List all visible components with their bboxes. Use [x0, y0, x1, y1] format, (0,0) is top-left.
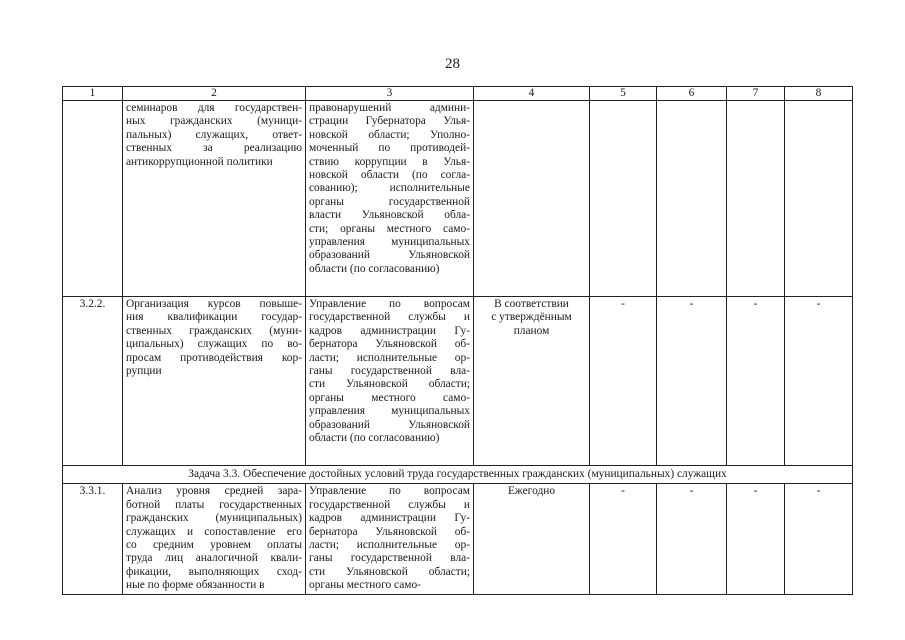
- text-line: Управление по вопросам: [309, 298, 470, 310]
- funding-cell: [657, 101, 727, 297]
- text-line: служащих и сопоставление его: [126, 525, 302, 538]
- text-line: ных гражданских (муници-: [126, 115, 302, 128]
- text-line: рупции: [126, 365, 162, 378]
- text-line: ласти; исполнительные ор-: [309, 539, 470, 552]
- text-line: кадров администрации Гу-: [309, 512, 470, 525]
- funding-cell: -: [785, 484, 853, 594]
- text-line: ствию коррупции в Улья-: [309, 155, 470, 168]
- text-line: области (по согласованию): [309, 432, 440, 445]
- responsible-executors: [306, 101, 474, 297]
- text-line: В соответствии: [494, 298, 569, 310]
- text-line: ганы государственной вла-: [309, 552, 470, 565]
- measure-description: [123, 101, 306, 297]
- text-line: государственной службы и: [309, 498, 470, 511]
- text-line: ственных гражданских (муни-: [126, 324, 302, 337]
- header-cell: 2: [123, 87, 306, 101]
- text-line: сти; органы местного само-: [309, 222, 470, 235]
- header-cell: 8: [785, 87, 853, 101]
- text-line: ботной платы государственных: [126, 498, 302, 511]
- text-line: новской области; Уполно-: [309, 128, 470, 141]
- funding-cell: -: [785, 297, 853, 466]
- header-cell: 1: [63, 87, 123, 101]
- item-number: 3.3.1.: [63, 484, 123, 594]
- funding-cell: -: [657, 484, 727, 594]
- text-line: управления муниципальных: [309, 405, 470, 418]
- responsible-executors: [306, 297, 474, 466]
- funding-cell: -: [727, 297, 785, 466]
- text-line: ные по форме обязанности в: [126, 579, 265, 592]
- text-line: Управление по вопросам: [309, 485, 470, 498]
- text-line: правонарушений админи-: [309, 102, 470, 114]
- funding-cell: -: [657, 297, 727, 466]
- text-line: ципальных) служащих по во-: [126, 338, 302, 351]
- item-number: [63, 101, 123, 297]
- header-cell: 5: [590, 87, 657, 101]
- text-line: органы местного само-: [309, 391, 470, 404]
- text-line: области (по согласованию): [309, 262, 440, 275]
- table-row: [63, 484, 853, 594]
- text-line: сованию); исполнительные: [309, 182, 470, 195]
- text-line: бернатора Ульяновской об-: [309, 338, 470, 351]
- measure-description: [123, 484, 306, 594]
- deadline: [474, 484, 590, 594]
- item-number: 3.2.2.: [63, 297, 123, 466]
- text-line: ласти; исполнительные ор-: [309, 351, 470, 364]
- text-line: новской области (по согла-: [309, 169, 470, 182]
- text-line: Анализ уровня средней зара-: [126, 485, 302, 498]
- page-number: 28: [445, 56, 460, 72]
- funding-cell: [590, 101, 657, 297]
- header-row: [63, 87, 853, 101]
- text-line: фикации, выполняющих сход-: [126, 565, 302, 578]
- funding-cell: -: [590, 484, 657, 594]
- text-line: с утверждённым: [491, 311, 572, 324]
- text-line: органы государственной: [309, 195, 470, 208]
- text-line: образований Ульяновской: [309, 418, 470, 431]
- text-line: просам противодействия кор-: [126, 351, 302, 364]
- table-row: [63, 297, 853, 466]
- text-line: труда лиц аналогичной квали-: [126, 552, 302, 565]
- measures-table: [62, 86, 853, 595]
- text-line: антикоррупционной политики: [126, 155, 273, 168]
- table-row: [63, 101, 853, 297]
- measure-description: [123, 297, 306, 466]
- task-heading: Задача 3.3. Обеспечение достойных условий труда государственных гражданских (муниципальных) служащих: [63, 466, 853, 484]
- funding-cell: [785, 101, 853, 297]
- text-line: образований Ульяновской: [309, 249, 470, 262]
- text-line: страции Губернатора Улья-: [309, 115, 470, 128]
- text-line: управления муниципальных: [309, 236, 470, 249]
- text-line: пальных) служащих, ответ-: [126, 128, 302, 141]
- funding-cell: [727, 101, 785, 297]
- text-line: со средним уровнем оплаты: [126, 539, 302, 552]
- funding-cell: -: [727, 484, 785, 594]
- text-line: кадров администрации Гу-: [309, 324, 470, 337]
- text-line: планом: [513, 324, 550, 337]
- header-cell: 6: [657, 87, 727, 101]
- text-line: моченный по противодей-: [309, 142, 470, 155]
- text-line: государственной службы и: [309, 311, 470, 324]
- funding-cell: -: [590, 297, 657, 466]
- text-line: Ежегодно: [507, 485, 556, 498]
- text-line: семинаров для государствен-: [126, 102, 302, 114]
- text-line: ния квалификации государ-: [126, 311, 302, 324]
- deadline: [474, 297, 590, 466]
- header-cell: 3: [306, 87, 474, 101]
- text-line: гражданских (муниципальных): [126, 512, 302, 525]
- task-row: [63, 466, 853, 484]
- text-line: органы местного само-: [309, 579, 421, 592]
- responsible-executors: [306, 484, 474, 594]
- text-line: бернатора Ульяновской об-: [309, 525, 470, 538]
- deadline: [474, 101, 590, 297]
- text-line: власти Ульяновской обла-: [309, 209, 470, 222]
- text-line: ственных за реализацию: [126, 142, 302, 155]
- header-cell: 7: [727, 87, 785, 101]
- header-cell: 4: [474, 87, 590, 101]
- text-line: Организация курсов повыше-: [126, 298, 302, 310]
- text-line: сти Ульяновской области;: [309, 378, 470, 391]
- text-line: сти Ульяновской области;: [309, 565, 470, 578]
- text-line: ганы государственной вла-: [309, 365, 470, 378]
